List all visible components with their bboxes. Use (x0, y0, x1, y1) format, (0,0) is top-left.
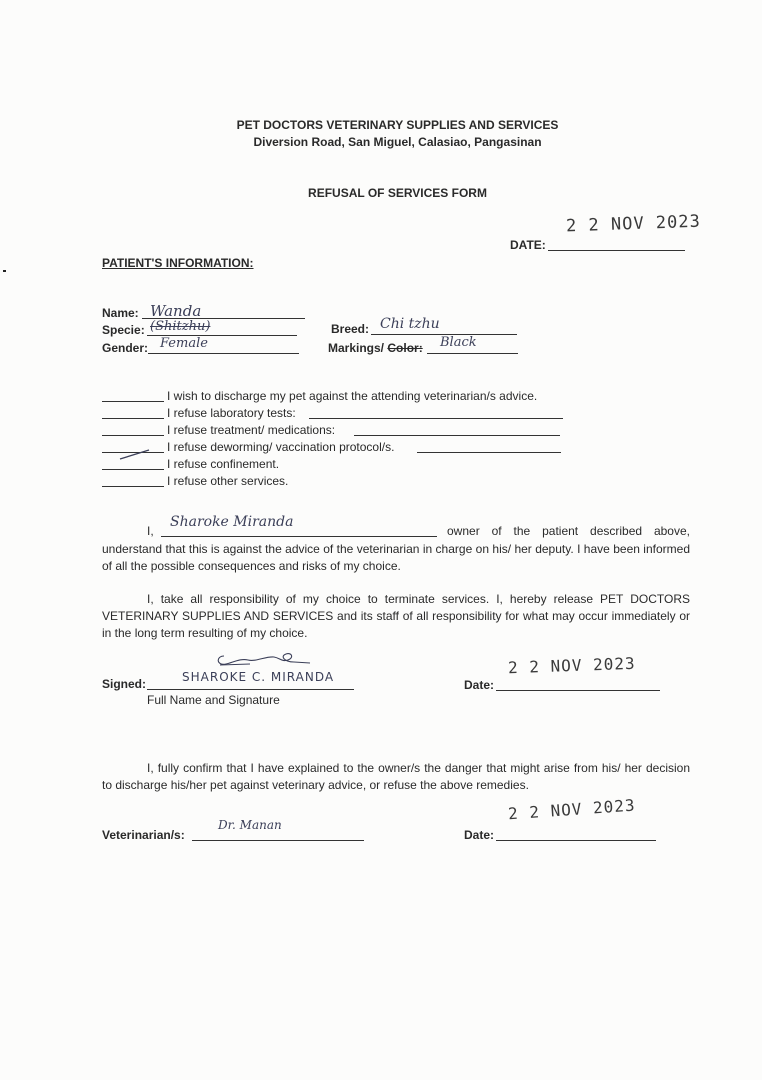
option-6-text: I refuse other services. (167, 474, 289, 488)
option-5-text: I refuse confinement. (167, 457, 280, 471)
signature-line (147, 689, 354, 690)
signed-date-label: Date: (464, 678, 495, 692)
gender-label: Gender: (102, 341, 149, 355)
signed-date-stamp: 2 2 NOV 2023 (507, 653, 636, 678)
veterinarian-label: Veterinarian/s: (102, 828, 185, 842)
owner-name[interactable]: Sharoke Miranda (170, 514, 294, 530)
option-1-blank[interactable] (102, 401, 164, 402)
statement-i: I, (147, 524, 154, 538)
signed-label: Signed: (102, 677, 146, 691)
markings-value[interactable]: Black (440, 335, 477, 350)
veterinarian-line (192, 840, 364, 841)
markings-word: Markings/ (328, 341, 385, 355)
option-3-detail-line[interactable] (354, 435, 560, 436)
responsibility-paragraph: I, take all responsibility of my choice to terminate services. I, hereby release PET DOCTORS VETERINARY SUPPLIES AND SERVICES and its staff of all responsibility for what may occur immediately or in the long term resulting of my choice. (102, 592, 690, 640)
company-name: PET DOCTORS VETERINARY SUPPLIES AND SERVICES (236, 118, 559, 132)
statement-continuation: understand that this is against the advice of the veterinarian in charge on his/ her deputy. I have been informed of all the possible consequences and risks of my choice. (102, 542, 690, 573)
name-value[interactable]: Wanda (150, 302, 202, 320)
option-2-blank[interactable] (102, 418, 164, 419)
vet-date-line (496, 840, 656, 841)
option-3-blank[interactable] (102, 435, 164, 436)
breed-value[interactable]: Chi tzhu (380, 316, 440, 332)
statement-first-line-rest: owner of the patient described above, (447, 524, 690, 538)
vet-date-label: Date: (464, 828, 495, 842)
gender-value[interactable]: Female (160, 336, 208, 351)
veterinarian-name[interactable]: Dr. Manan (218, 818, 282, 832)
confirmation-paragraph: I, fully confirm that I have explained to the owner/s the danger that might arise from his/ her decision to discharge his/her pet against veterinary advice, or refuse the above remedies. (102, 761, 690, 792)
date-label: DATE: (510, 238, 546, 252)
vet-date-stamp: 2 2 NOV 2023 (507, 795, 637, 824)
option-6-blank[interactable] (102, 486, 164, 487)
breed-label: Breed: (331, 322, 370, 336)
option-5-blank[interactable] (102, 469, 164, 470)
option-4-text: I refuse deworming/ vaccination protocol/s. (167, 440, 395, 454)
option-3-text: I refuse treatment/ medications: (167, 423, 336, 437)
owner-name-line (161, 536, 437, 537)
option-4-detail-line[interactable] (417, 452, 561, 453)
option-1-text: I wish to discharge my pet against the attending veterinarian/s advice. (167, 389, 538, 403)
form-title: REFUSAL OF SERVICES FORM (308, 186, 487, 200)
markings-label (328, 341, 423, 355)
scan-mark (3, 270, 6, 272)
option-2-detail-line[interactable] (309, 418, 563, 419)
markings-line (427, 353, 518, 354)
specie-label: Specie: (102, 323, 145, 337)
specie-value[interactable]: (Shitzhu) (150, 319, 211, 334)
gender-line (148, 353, 299, 354)
company-address: Diversion Road, San Miguel, Calasiao, Pangasinan (253, 135, 542, 149)
option-2-text: I refuse laboratory tests: (167, 406, 296, 420)
color-word: Color: (387, 341, 423, 355)
option-4-checkmark (118, 448, 152, 462)
signed-printed-name[interactable]: SHAROKE C. MIRANDA (182, 670, 335, 684)
date-stamp: 2 2 NOV 2023 (565, 211, 702, 237)
signature-scribble[interactable] (210, 648, 320, 672)
signature-caption: Full Name and Signature (147, 693, 280, 707)
signed-date-line (496, 690, 660, 691)
name-label: Name: (102, 306, 139, 320)
patient-section-title: PATIENT'S INFORMATION: (102, 256, 254, 270)
date-line (548, 250, 685, 251)
